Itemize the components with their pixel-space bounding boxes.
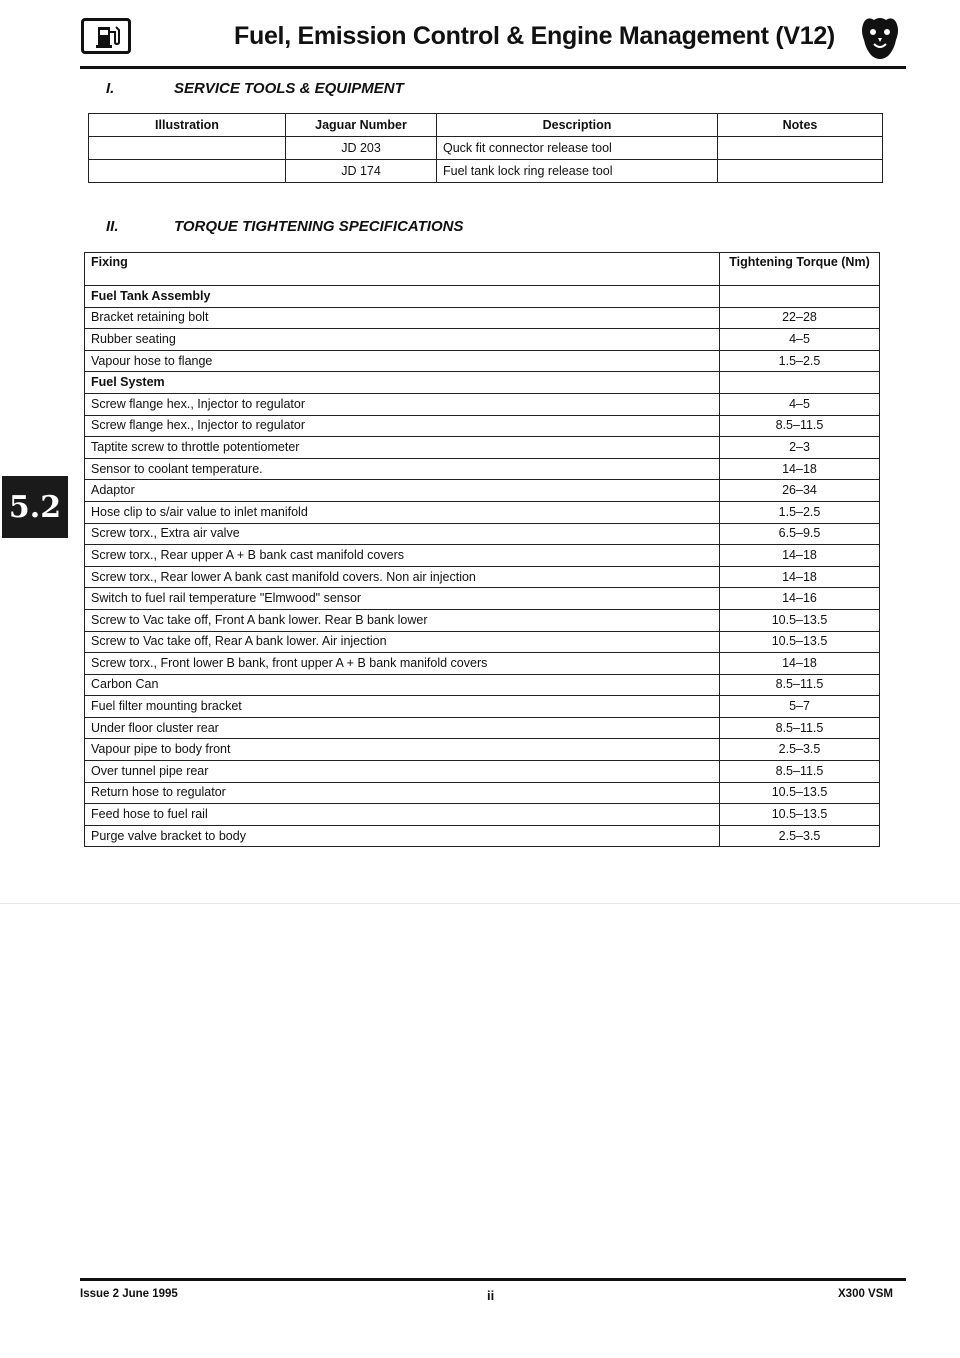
table-row [85, 588, 880, 610]
section-tab: 5.2 [2, 476, 68, 538]
table-row [85, 480, 880, 502]
table-row [85, 458, 880, 480]
table-row [85, 653, 880, 675]
cell-torque: 14–16 [720, 588, 880, 610]
cell-torque: 4–5 [720, 329, 880, 351]
table-row [85, 717, 880, 739]
cell-illustration [89, 137, 286, 160]
jaguar-head-icon [858, 14, 902, 62]
cell-fixing: Purge valve bracket to body [85, 825, 720, 847]
cell-fixing: Screw torx., Rear lower A bank cast manifold covers. Non air injection [85, 566, 720, 588]
footer-rule [80, 1278, 906, 1281]
cell-fixing: Under floor cluster rear [85, 717, 720, 739]
table-header-row [89, 114, 883, 137]
cell-fixing: Feed hose to fuel rail [85, 804, 720, 826]
cell-torque: 26–34 [720, 480, 880, 502]
cell-fixing: Vapour hose to flange [85, 350, 720, 372]
cell-number: JD 203 [286, 137, 437, 160]
cell-fixing: Vapour pipe to body front [85, 739, 720, 761]
section-number: II. [106, 218, 119, 235]
torque-spec-table [84, 252, 880, 847]
section-title: TORQUE TIGHTENING SPECIFICATIONS [174, 218, 464, 235]
cell-torque: 10.5–13.5 [720, 804, 880, 826]
section-heading-torque [106, 218, 463, 235]
cell-fixing: Screw torx., Front lower B bank, front upper A + B bank manifold covers [85, 653, 720, 675]
table-row [85, 696, 880, 718]
issue-date: Issue 2 June 1995 [80, 1288, 178, 1300]
table-row [85, 329, 880, 351]
table-row [85, 523, 880, 545]
cell-torque: 6.5–9.5 [720, 523, 880, 545]
cell-torque: 2.5–3.5 [720, 825, 880, 847]
cell-torque: 10.5–13.5 [720, 631, 880, 653]
cell-torque: 14–18 [720, 566, 880, 588]
manual-code: X300 VSM [838, 1288, 893, 1300]
cell-fixing: Return hose to regulator [85, 782, 720, 804]
table-header-row [85, 253, 880, 286]
cell-fixing: Rubber seating [85, 329, 720, 351]
cell-number: JD 174 [286, 160, 437, 183]
col-description: Description [437, 114, 718, 137]
table-row [85, 566, 880, 588]
cell-fixing: Screw torx., Rear upper A + B bank cast manifold covers [85, 545, 720, 567]
col-tightening-torque: Tightening Torque (Nm) [720, 253, 880, 286]
table-row [85, 609, 880, 631]
cell-torque: 8.5–11.5 [720, 674, 880, 696]
table-row [85, 782, 880, 804]
table-row [85, 307, 880, 329]
cell-torque [720, 372, 880, 394]
cell-torque: 1.5–2.5 [720, 501, 880, 523]
cell-illustration [89, 160, 286, 183]
table-row [85, 415, 880, 437]
table-row [89, 160, 883, 183]
cell-torque: 22–28 [720, 307, 880, 329]
section-title: SERVICE TOOLS & EQUIPMENT [174, 80, 404, 97]
cell-fixing: Fuel filter mounting bracket [85, 696, 720, 718]
table-row [85, 545, 880, 567]
cell-fixing: Fuel Tank Assembly [85, 286, 720, 308]
header-rule [80, 66, 906, 69]
page-number: ii [487, 1288, 495, 1303]
cell-torque: 2–3 [720, 437, 880, 459]
service-tools-table [88, 113, 883, 183]
table-row [85, 350, 880, 372]
cell-fixing: Carbon Can [85, 674, 720, 696]
table-group-row [85, 286, 880, 308]
table-row [85, 761, 880, 783]
cell-torque [720, 286, 880, 308]
cell-torque: 8.5–11.5 [720, 717, 880, 739]
cell-fixing: Hose clip to s/air value to inlet manifold [85, 501, 720, 523]
cell-torque: 14–18 [720, 458, 880, 480]
cell-fixing: Sensor to coolant temperature. [85, 458, 720, 480]
cell-fixing: Switch to fuel rail temperature "Elmwood" sensor [85, 588, 720, 610]
cell-notes [718, 160, 883, 183]
cell-fixing: Screw torx., Extra air valve [85, 523, 720, 545]
cell-torque: 4–5 [720, 393, 880, 415]
cell-notes [718, 137, 883, 160]
cell-torque: 1.5–2.5 [720, 350, 880, 372]
cell-torque: 10.5–13.5 [720, 782, 880, 804]
cell-description: Quck fit connector release tool [437, 137, 718, 160]
col-jaguar-number: Jaguar Number [286, 114, 437, 137]
cell-torque: 8.5–11.5 [720, 761, 880, 783]
cell-fixing: Screw flange hex., Injector to regulator [85, 415, 720, 437]
cell-fixing: Adaptor [85, 480, 720, 502]
table-row [85, 501, 880, 523]
cell-torque: 2.5–3.5 [720, 739, 880, 761]
table-row [85, 393, 880, 415]
col-notes: Notes [718, 114, 883, 137]
table-row [85, 631, 880, 653]
cell-torque: 14–18 [720, 545, 880, 567]
cell-fixing: Bracket retaining bolt [85, 307, 720, 329]
scan-line [0, 903, 960, 904]
cell-fixing: Screw flange hex., Injector to regulator [85, 393, 720, 415]
cell-fixing: Taptite screw to throttle potentiometer [85, 437, 720, 459]
cell-fixing: Screw to Vac take off, Rear A bank lower. Air injection [85, 631, 720, 653]
cell-torque: 10.5–13.5 [720, 609, 880, 631]
page-title: Fuel, Emission Control & Engine Management (V12) [234, 22, 835, 50]
cell-fixing: Over tunnel pipe rear [85, 761, 720, 783]
table-row [85, 437, 880, 459]
col-illustration: Illustration [89, 114, 286, 137]
section-number: I. [106, 80, 115, 97]
fuel-pump-icon [81, 18, 131, 54]
table-group-row [85, 372, 880, 394]
cell-description: Fuel tank lock ring release tool [437, 160, 718, 183]
cell-torque: 5–7 [720, 696, 880, 718]
cell-fixing: Screw to Vac take off, Front A bank lower. Rear B bank lower [85, 609, 720, 631]
table-row [85, 825, 880, 847]
section-heading-tools [106, 80, 404, 97]
table-row [85, 674, 880, 696]
cell-torque: 8.5–11.5 [720, 415, 880, 437]
cell-torque: 14–18 [720, 653, 880, 675]
table-row [89, 137, 883, 160]
col-fixing: Fixing [85, 253, 720, 286]
table-row [85, 804, 880, 826]
cell-fixing: Fuel System [85, 372, 720, 394]
table-row [85, 739, 880, 761]
